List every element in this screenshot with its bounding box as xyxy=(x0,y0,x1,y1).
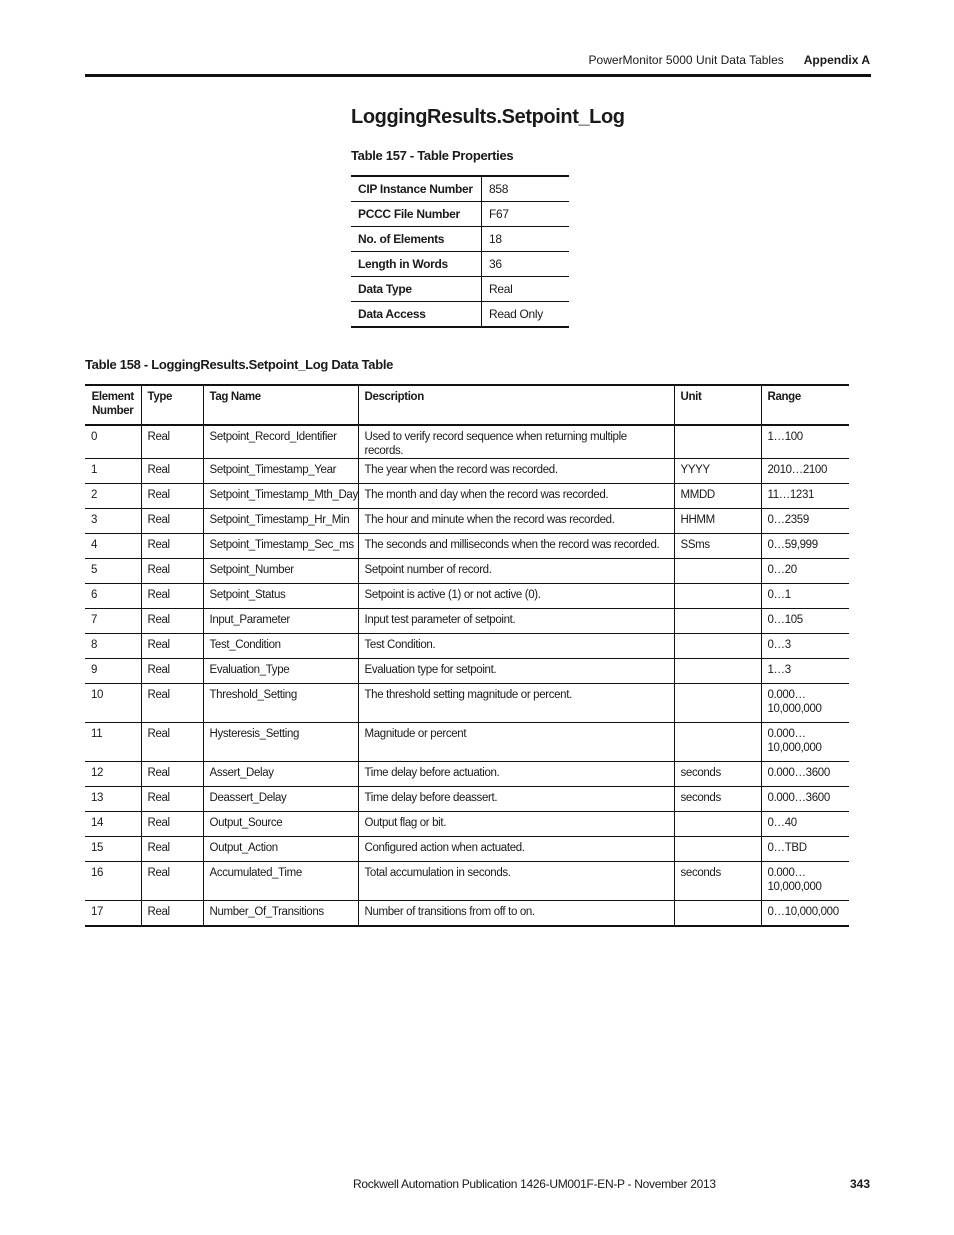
cell-range: 0…59,999 xyxy=(761,534,849,559)
cell-unit: HHMM xyxy=(674,509,761,534)
cell-unit xyxy=(674,837,761,862)
cell-tag-name: Setpoint_Timestamp_Sec_ms xyxy=(203,534,358,559)
cell-type: Real xyxy=(141,812,203,837)
cell-range: 0…20 xyxy=(761,559,849,584)
cell-tag-name: Assert_Delay xyxy=(203,762,358,787)
cell-type: Real xyxy=(141,584,203,609)
cell-tag-name: Number_Of_Transitions xyxy=(203,901,358,926)
cell-unit: YYYY xyxy=(674,459,761,484)
cell-element-number: 2 xyxy=(85,484,141,509)
table-row xyxy=(85,509,849,534)
property-value: Real xyxy=(482,277,570,302)
cell-element-number: 4 xyxy=(85,534,141,559)
cell-tag-name: Evaluation_Type xyxy=(203,659,358,684)
cell-tag-name: Threshold_Setting xyxy=(203,684,358,723)
cell-tag-name: Hysteresis_Setting xyxy=(203,723,358,762)
publication-info: Rockwell Automation Publication 1426-UM001F-EN-P - November 2013 xyxy=(353,1177,716,1191)
cell-unit: SSms xyxy=(674,534,761,559)
data-table xyxy=(85,384,849,927)
cell-unit xyxy=(674,659,761,684)
cell-range: 0…105 xyxy=(761,609,849,634)
cell-range: 2010…2100 xyxy=(761,459,849,484)
cell-description: Input test parameter of setpoint. xyxy=(358,609,674,634)
cell-type: Real xyxy=(141,787,203,812)
cell-element-number: 1 xyxy=(85,459,141,484)
cell-description: Setpoint is active (1) or not active (0). xyxy=(358,584,674,609)
column-header-tag-name: Tag Name xyxy=(203,385,358,425)
cell-range: 1…100 xyxy=(761,425,849,459)
table-row xyxy=(85,787,849,812)
cell-description: The hour and minute when the record was recorded. xyxy=(358,509,674,534)
cell-type: Real xyxy=(141,762,203,787)
cell-unit xyxy=(674,584,761,609)
property-row xyxy=(351,227,569,252)
cell-element-number: 5 xyxy=(85,559,141,584)
cell-range: 0…3 xyxy=(761,634,849,659)
cell-element-number: 11 xyxy=(85,723,141,762)
cell-range: 0.000…3600 xyxy=(761,762,849,787)
column-header-range: Range xyxy=(761,385,849,425)
cell-description: Configured action when actuated. xyxy=(358,837,674,862)
property-value: 18 xyxy=(482,227,570,252)
cell-element-number: 3 xyxy=(85,509,141,534)
cell-element-number: 0 xyxy=(85,425,141,459)
property-key: No. of Elements xyxy=(351,227,482,252)
column-header-element-number: Element Number xyxy=(85,385,141,425)
cell-range: 0…2359 xyxy=(761,509,849,534)
table-row xyxy=(85,609,849,634)
cell-unit: seconds xyxy=(674,762,761,787)
table-header-row xyxy=(85,385,849,425)
cell-tag-name: Output_Action xyxy=(203,837,358,862)
cell-type: Real xyxy=(141,484,203,509)
cell-element-number: 7 xyxy=(85,609,141,634)
table-row xyxy=(85,684,849,723)
cell-range: 0…40 xyxy=(761,812,849,837)
table-row xyxy=(85,901,849,926)
cell-range: 0…TBD xyxy=(761,837,849,862)
table-row xyxy=(85,425,849,459)
property-key: Length in Words xyxy=(351,252,482,277)
cell-tag-name: Deassert_Delay xyxy=(203,787,358,812)
cell-description: Evaluation type for setpoint. xyxy=(358,659,674,684)
cell-element-number: 9 xyxy=(85,659,141,684)
property-value: 36 xyxy=(482,252,570,277)
data-table-caption: Table 158 - LoggingResults.Setpoint_Log Data Table xyxy=(85,357,394,372)
cell-type: Real xyxy=(141,634,203,659)
cell-description: Output flag or bit. xyxy=(358,812,674,837)
cell-tag-name: Setpoint_Timestamp_Mth_Day xyxy=(203,484,358,509)
cell-type: Real xyxy=(141,534,203,559)
cell-unit xyxy=(674,812,761,837)
cell-type: Real xyxy=(141,509,203,534)
cell-tag-name: Setpoint_Record_Identifier xyxy=(203,425,358,459)
cell-type: Real xyxy=(141,659,203,684)
cell-tag-name: Output_Source xyxy=(203,812,358,837)
cell-unit: seconds xyxy=(674,862,761,901)
property-key: PCCC File Number xyxy=(351,202,482,227)
cell-unit xyxy=(674,684,761,723)
cell-description: The year when the record was recorded. xyxy=(358,459,674,484)
column-header-type: Type xyxy=(141,385,203,425)
property-value: 858 xyxy=(482,176,570,202)
header-section-title: PowerMonitor 5000 Unit Data Tables xyxy=(588,53,784,67)
table-row xyxy=(85,459,849,484)
cell-type: Real xyxy=(141,609,203,634)
cell-element-number: 17 xyxy=(85,901,141,926)
column-header-unit: Unit xyxy=(674,385,761,425)
cell-range: 0.000… 10,000,000 xyxy=(761,862,849,901)
cell-unit: MMDD xyxy=(674,484,761,509)
cell-unit xyxy=(674,723,761,762)
cell-tag-name: Accumulated_Time xyxy=(203,862,358,901)
cell-type: Real xyxy=(141,862,203,901)
cell-unit xyxy=(674,559,761,584)
cell-tag-name: Setpoint_Number xyxy=(203,559,358,584)
cell-element-number: 16 xyxy=(85,862,141,901)
cell-description: Time delay before deassert. xyxy=(358,787,674,812)
cell-description: Total accumulation in seconds. xyxy=(358,862,674,901)
properties-table xyxy=(351,175,569,328)
cell-description: Test Condition. xyxy=(358,634,674,659)
cell-type: Real xyxy=(141,723,203,762)
properties-table-caption: Table 157 - Table Properties xyxy=(351,148,514,163)
cell-range: 0.000… 10,000,000 xyxy=(761,723,849,762)
cell-unit xyxy=(674,425,761,459)
cell-description: The month and day when the record was recorded. xyxy=(358,484,674,509)
cell-description: Number of transitions from off to on. xyxy=(358,901,674,926)
cell-tag-name: Test_Condition xyxy=(203,634,358,659)
property-key: Data Access xyxy=(351,302,482,328)
table-row xyxy=(85,559,849,584)
property-row xyxy=(351,176,569,202)
section-title: LoggingResults.Setpoint_Log xyxy=(351,106,625,128)
cell-tag-name: Setpoint_Timestamp_Year xyxy=(203,459,358,484)
cell-description: Time delay before actuation. xyxy=(358,762,674,787)
table-row xyxy=(85,837,849,862)
cell-element-number: 8 xyxy=(85,634,141,659)
table-row xyxy=(85,534,849,559)
property-row xyxy=(351,302,569,328)
cell-description: Used to verify record sequence when returning multiple records. xyxy=(358,425,674,459)
cell-range: 0…1 xyxy=(761,584,849,609)
table-row xyxy=(85,484,849,509)
table-row xyxy=(85,812,849,837)
cell-type: Real xyxy=(141,559,203,584)
cell-unit xyxy=(674,634,761,659)
cell-tag-name: Setpoint_Status xyxy=(203,584,358,609)
cell-type: Real xyxy=(141,459,203,484)
page-number: 343 xyxy=(849,1177,870,1191)
cell-description: The threshold setting magnitude or percent. xyxy=(358,684,674,723)
cell-range: 1…3 xyxy=(761,659,849,684)
cell-element-number: 12 xyxy=(85,762,141,787)
cell-type: Real xyxy=(141,837,203,862)
cell-element-number: 13 xyxy=(85,787,141,812)
cell-element-number: 15 xyxy=(85,837,141,862)
cell-unit: seconds xyxy=(674,787,761,812)
property-row xyxy=(351,277,569,302)
property-value: F67 xyxy=(482,202,570,227)
cell-type: Real xyxy=(141,684,203,723)
header-appendix: Appendix A xyxy=(803,53,870,67)
cell-tag-name: Setpoint_Timestamp_Hr_Min xyxy=(203,509,358,534)
cell-description: Magnitude or percent xyxy=(358,723,674,762)
column-header-description: Description xyxy=(358,385,674,425)
cell-element-number: 10 xyxy=(85,684,141,723)
cell-description: Setpoint number of record. xyxy=(358,559,674,584)
cell-tag-name: Input_Parameter xyxy=(203,609,358,634)
table-row xyxy=(85,723,849,762)
running-header xyxy=(589,53,870,67)
table-row xyxy=(85,762,849,787)
cell-element-number: 6 xyxy=(85,584,141,609)
cell-range: 0…10,000,000 xyxy=(767,906,839,918)
cell-type: Real xyxy=(141,425,203,459)
property-key: CIP Instance Number xyxy=(351,176,482,202)
cell-element-number: 14 xyxy=(85,812,141,837)
table-row xyxy=(85,862,849,901)
cell-range: 11…1231 xyxy=(761,484,849,509)
cell-type: Real xyxy=(141,901,203,926)
property-value: Read Only xyxy=(489,307,543,321)
table-row xyxy=(85,584,849,609)
cell-range: 0.000… 10,000,000 xyxy=(761,684,849,723)
cell-description: The seconds and milliseconds when the record was recorded. xyxy=(358,534,674,559)
property-row xyxy=(351,252,569,277)
table-row xyxy=(85,634,849,659)
cell-unit xyxy=(674,609,761,634)
cell-range: 0.000…3600 xyxy=(761,787,849,812)
property-key: Data Type xyxy=(351,277,482,302)
property-row xyxy=(351,202,569,227)
cell-unit xyxy=(674,901,761,926)
table-row xyxy=(85,659,849,684)
header-rule xyxy=(85,74,871,77)
